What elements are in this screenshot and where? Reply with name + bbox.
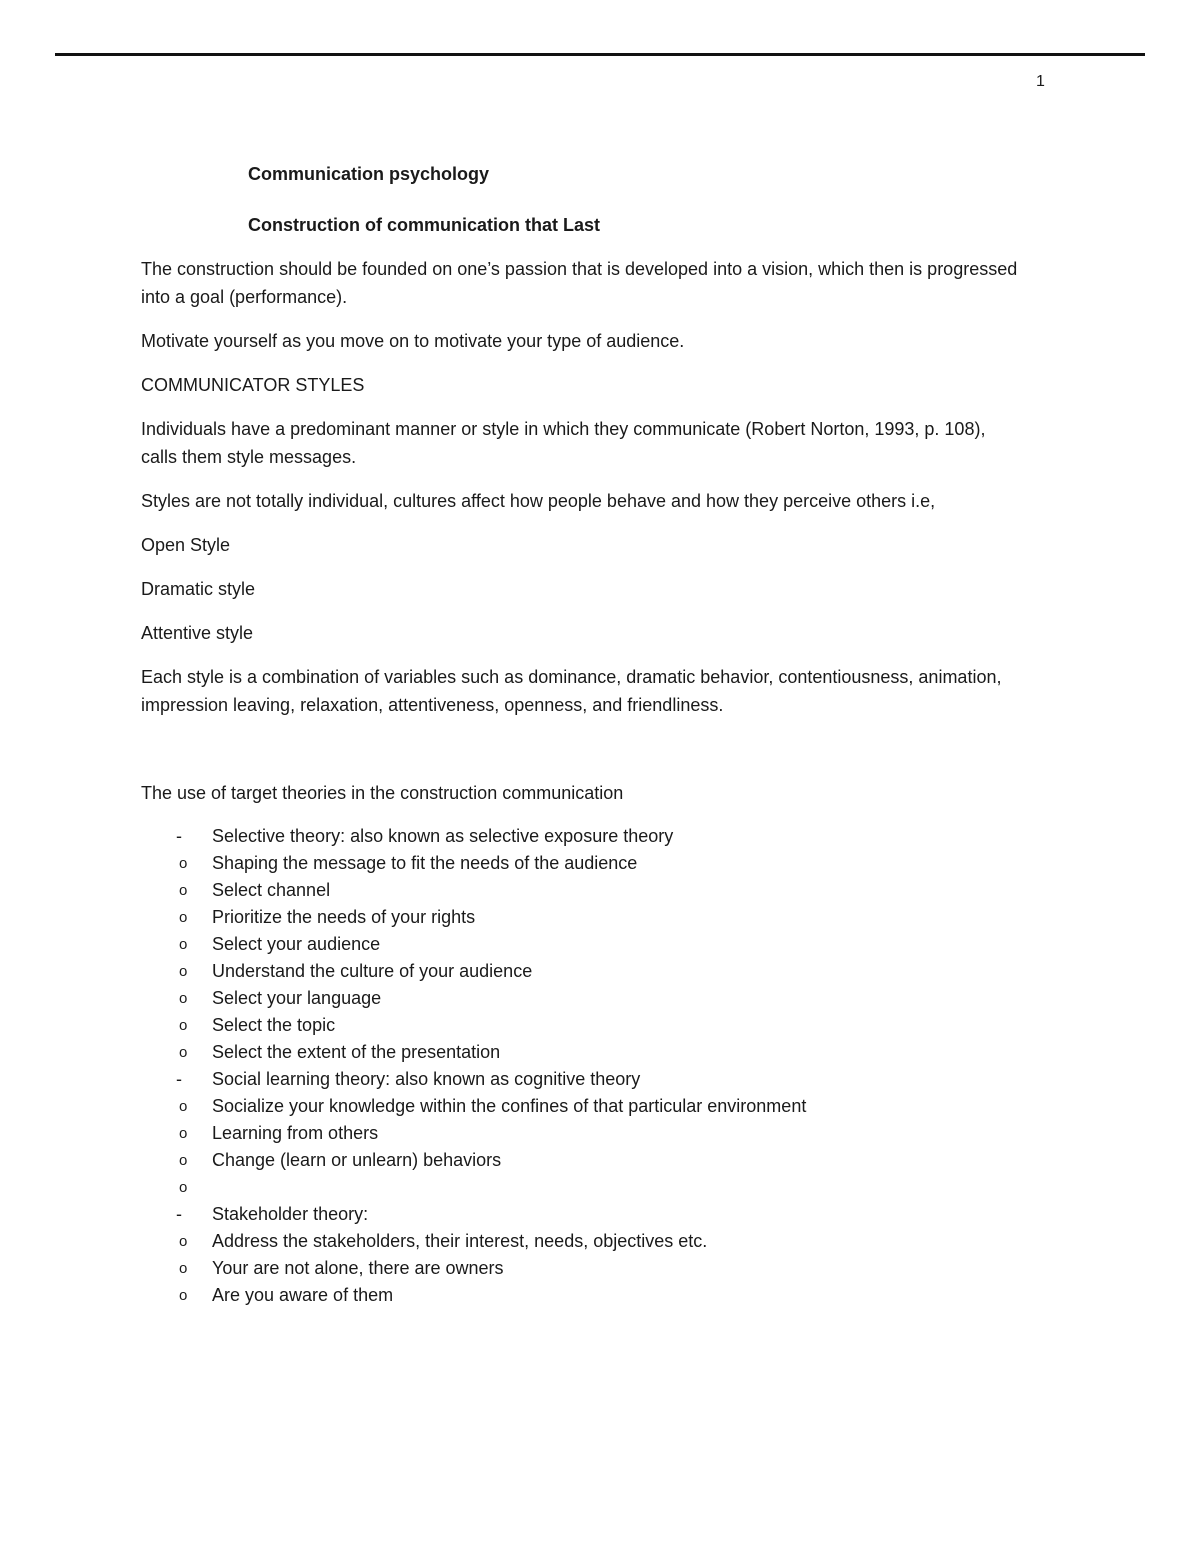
point-list	[141, 1228, 1021, 1309]
bullet-marker: o	[179, 1287, 188, 1304]
list-item	[141, 1228, 1021, 1255]
theory-points-social-learning	[141, 1093, 1021, 1201]
page-number: 1	[1036, 73, 1045, 90]
bullet-marker: o	[179, 909, 188, 926]
bullet-marker: o	[179, 1125, 188, 1142]
paragraph-variables: Each style is a combination of variables such as dominance, dramatic behavior, contentiousness, animation, impression leaving, relaxation, attentiveness, openness, and friendliness.	[141, 667, 1002, 715]
list-item	[141, 958, 1021, 985]
theory-item-stakeholder	[141, 1201, 1021, 1228]
theory-points-stakeholder	[141, 1228, 1021, 1309]
bullet-marker: o	[179, 1179, 188, 1196]
bullet-marker: o	[179, 882, 188, 899]
theory-list	[141, 823, 1021, 1309]
bullet-marker: o	[179, 936, 188, 953]
list-item	[141, 1012, 1021, 1039]
bullet-marker: o	[179, 1044, 188, 1061]
theory-points-selective	[141, 850, 1021, 1066]
style-dramatic: Dramatic style	[141, 579, 256, 599]
paragraph-motivate: Motivate yourself as you move on to motivate your type of audience.	[141, 331, 685, 351]
list-item-text: Are you aware of them	[212, 1285, 394, 1305]
list-item	[141, 1120, 1021, 1147]
list-item	[141, 1093, 1021, 1120]
list-item-text: Select channel	[212, 880, 331, 900]
theory-item-selective	[141, 823, 1021, 850]
bullet-marker: o	[179, 963, 188, 980]
dash-marker: -	[176, 1069, 182, 1089]
theory-label: Stakeholder theory:	[212, 1204, 369, 1224]
list-item	[141, 1147, 1021, 1174]
point-list	[141, 850, 1021, 1066]
dash-marker: -	[176, 1204, 182, 1224]
bullet-marker: o	[179, 1260, 188, 1277]
paragraph-target-theories: The use of target theories in the construction communication	[141, 783, 624, 803]
style-open: Open Style	[141, 535, 231, 555]
list-item	[141, 1282, 1021, 1309]
list-item	[141, 1174, 1021, 1201]
style-attentive: Attentive style	[141, 623, 254, 643]
list-item	[141, 904, 1021, 931]
bullet-marker: o	[179, 990, 188, 1007]
dash-marker: -	[176, 826, 182, 846]
bullet-marker: o	[179, 1017, 188, 1034]
bullet-marker: o	[179, 1152, 188, 1169]
section-heading-communicator-styles: COMMUNICATOR STYLES	[141, 375, 365, 395]
list-item-text: Select the topic	[212, 1015, 336, 1035]
paragraph-norton: Individuals have a predominant manner or style in which they communicate (Robert Norton, 1993, p. 108), calls them style messages.	[141, 419, 986, 467]
point-list	[141, 1093, 1021, 1201]
list-item-text: Select your language	[212, 988, 382, 1008]
list-item-text: Address the stakeholders, their interest, needs, objectives etc.	[212, 1231, 708, 1251]
document-subtitle: Construction of communication that Last	[248, 215, 601, 235]
bullet-marker: o	[179, 855, 188, 872]
list-item-text: Select the extent of the presentation	[212, 1042, 501, 1062]
list-item	[141, 1255, 1021, 1282]
list-item-text: Understand the culture of your audience	[212, 961, 533, 981]
list-item-text: Prioritize the needs of your rights	[212, 907, 476, 927]
list-item	[141, 1039, 1021, 1066]
list-item-text: Your are not alone, there are owners	[212, 1258, 504, 1278]
list-item	[141, 931, 1021, 958]
list-item-text: Change (learn or unlearn) behaviors	[212, 1150, 502, 1170]
list-item-text: Socialize your knowledge within the confines of that particular environment	[212, 1096, 807, 1116]
theory-label: Selective theory: also known as selective exposure theory	[212, 826, 674, 846]
list-item	[141, 850, 1021, 877]
document-title: Communication psychology	[248, 164, 490, 184]
list-item-text: Learning from others	[212, 1123, 379, 1143]
theory-label: Social learning theory: also known as cognitive theory	[212, 1069, 641, 1089]
paragraph-cultures: Styles are not totally individual, cultures affect how people behave and how they perceive others i.e,	[141, 491, 936, 511]
list-item	[141, 877, 1021, 904]
header-rule	[55, 53, 1145, 56]
list-item-text: Shaping the message to fit the needs of the audience	[212, 853, 638, 873]
list-item-text: Select your audience	[212, 934, 381, 954]
paragraph-construction: The construction should be founded on one’s passion that is developed into a vision, which then is progressed into a goal (performance).	[141, 259, 1018, 307]
theory-item-social-learning	[141, 1066, 1021, 1093]
bullet-marker: o	[179, 1233, 188, 1250]
bullet-marker: o	[179, 1098, 188, 1115]
document-body	[141, 160, 1021, 1309]
list-item	[141, 985, 1021, 1012]
